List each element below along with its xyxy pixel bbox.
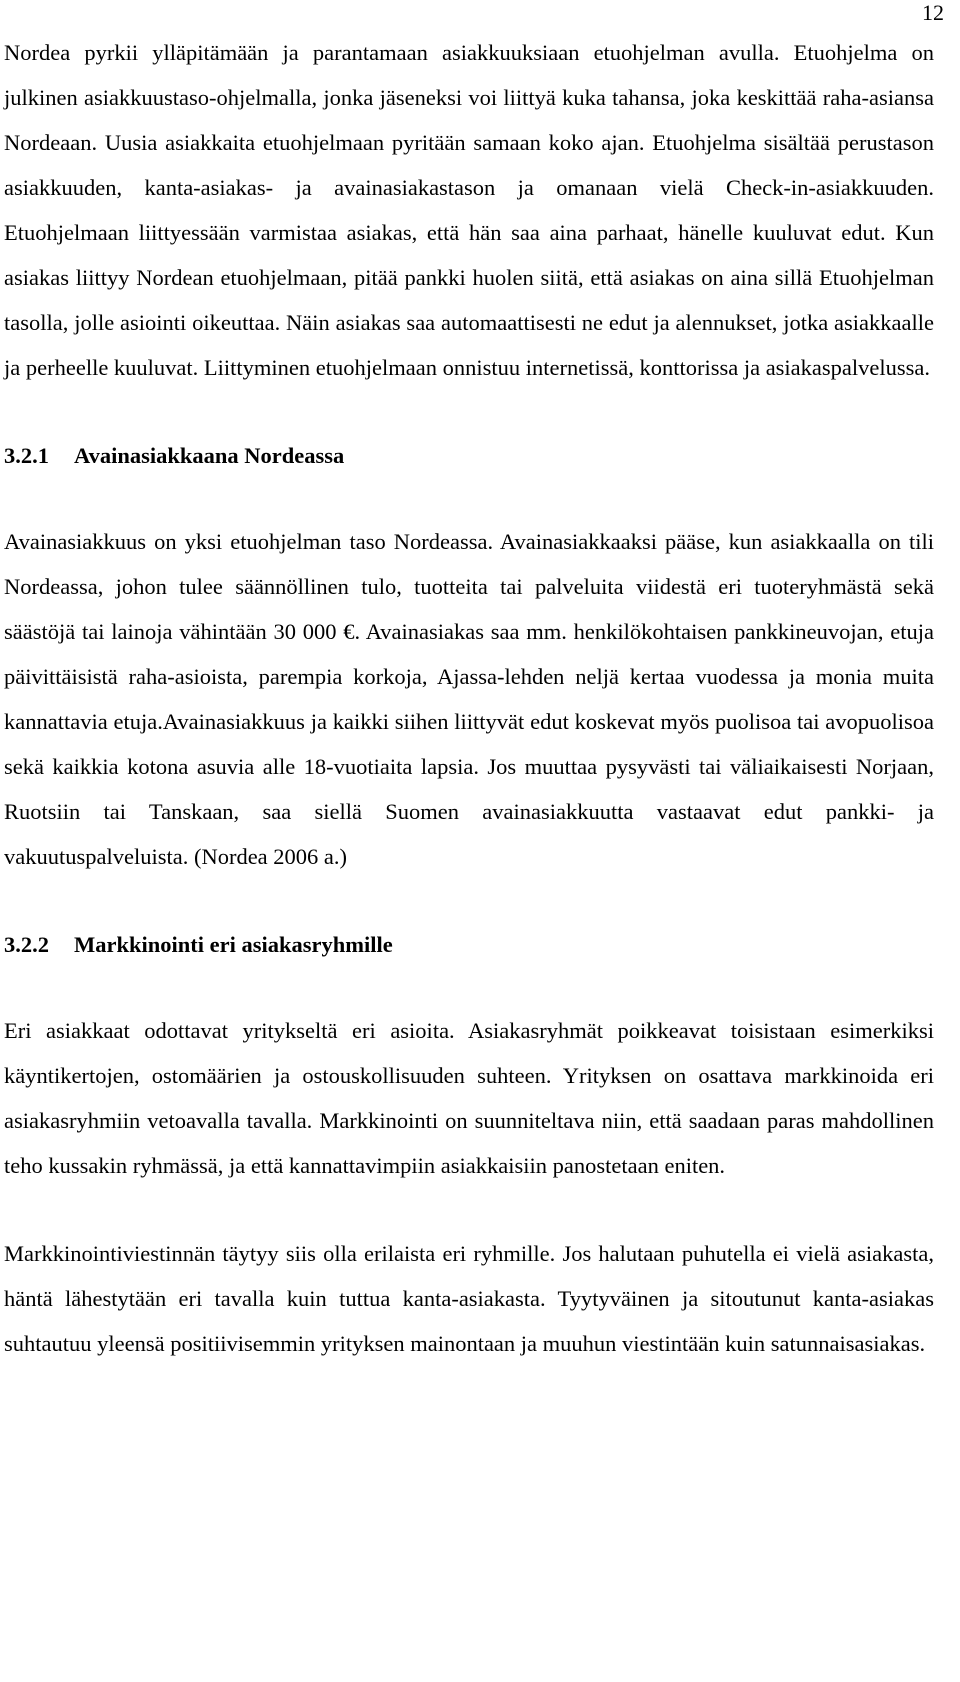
section-number: 3.2.1 (4, 443, 49, 468)
section-3-2-2-paragraph-1: Eri asiakkaat odottavat yritykseltä eri asioita. Asiakasryhmät poikkeavat toisistaan esimerkiksi käyntikertojen, ostomäärien ja ostouskollisuuden suhteen. Yrityksen on osattava markkinoida eri asiakasryhmiin vetoavalla tavalla. Markkinointi on suunniteltava niin, että saadaan paras mahdollinen teho kussakin ryhmässä, ja että kannattavimpiin asiakkaisiin panostetaan eniten. (4, 1018, 934, 1178)
section-3-2-1-paragraph: Avainasiakkuus on yksi etuohjelman taso Nordeassa. Avainasiakkaaksi pääse, kun asiakkaalla on tili Nordeassa, johon tulee säännöllinen tulo, tuotteita tai palveluita viidestä eri tuoteryhmästä sekä säästöjä tai lainoja vähintään 30 000 €. Avainasiakas saa mm. henkilökohtaisen pankkineuvojan, etuja päivittäisistä raha-asioista, parempia korkoja, Ajassa-lehden neljä kertaa vuodessa ja monia muita kannattavia etuja.Avainasiakkuus ja kaikki siihen liittyvät edut koskevat myös puolisoa tai avopuolisoa sekä kaikkia kotona asuvia alle 18-vuotiaita lapsia. Jos muuttaa pysyvästi tai väliaikaisesti Norjaan, Ruotsiin tai Tanskaan, saa siellä Suomen avainasiakkuutta vastaavat edut pankki- ja vakuutuspalveluista. (Nordea 2006 a.) (4, 529, 934, 869)
intro-paragraph: Nordea pyrkii ylläpitämään ja parantamaan asiakkuuksiaan etuohjelman avulla. Etuohjelma on julkinen asiakkuustaso-ohjelmalla, jonka jäseneksi voi liittyä kuka tahansa, joka keskittää raha-asiansa Nordeaan. Uusia asiakkaita etuohjelmaan pyritään samaan koko ajan. Etuohjelma sisältää perustason asiakkuuden, kanta-asiakas- ja avainasiakastason ja omanaan vielä Check-in-asiakkuuden. Etuohjelmaan liittyessään varmistaa asiakas, että hän saa aina parhaat, hänelle kuuluvat edut. Kun asiakas liittyy Nordean etuohjelmaan, pitää pankki huolen siitä, että asiakas on aina sillä Etuohjelman tasolla, jolle asiointi oikeuttaa. Näin asiakas saa automaattisesti ne edut ja alennukset, jotka asiakkaalle ja perheelle kuuluvat. Liittyminen etuohjelmaan onnistuu internetissä, konttorissa ja asiakaspalvelussa. (4, 40, 934, 380)
section-3-2-2-paragraph-2: Markkinointiviestinnän täytyy siis olla erilaista eri ryhmille. Jos halutaan puhutella ei vielä asiakasta, häntä lähestytään eri tavalla kuin tuttua kanta-asiakasta. Tyytyväinen ja sitoutunut kanta-asiakas suhtautuu yleensä positiivisemmin yrityksen mainontaan ja muuhun viestintään kuin satunnaisasiakas. (4, 1241, 934, 1356)
document-body (4, 30, 934, 1366)
section-title: Avainasiakkaana Nordeassa (74, 443, 345, 468)
section-heading-3-2-1 (4, 433, 934, 478)
section-number: 3.2.2 (4, 932, 49, 957)
section-title: Markkinointi eri asiakasryhmille (74, 932, 393, 957)
page-number: 12 (922, 0, 944, 25)
section-heading-3-2-2 (4, 922, 934, 967)
